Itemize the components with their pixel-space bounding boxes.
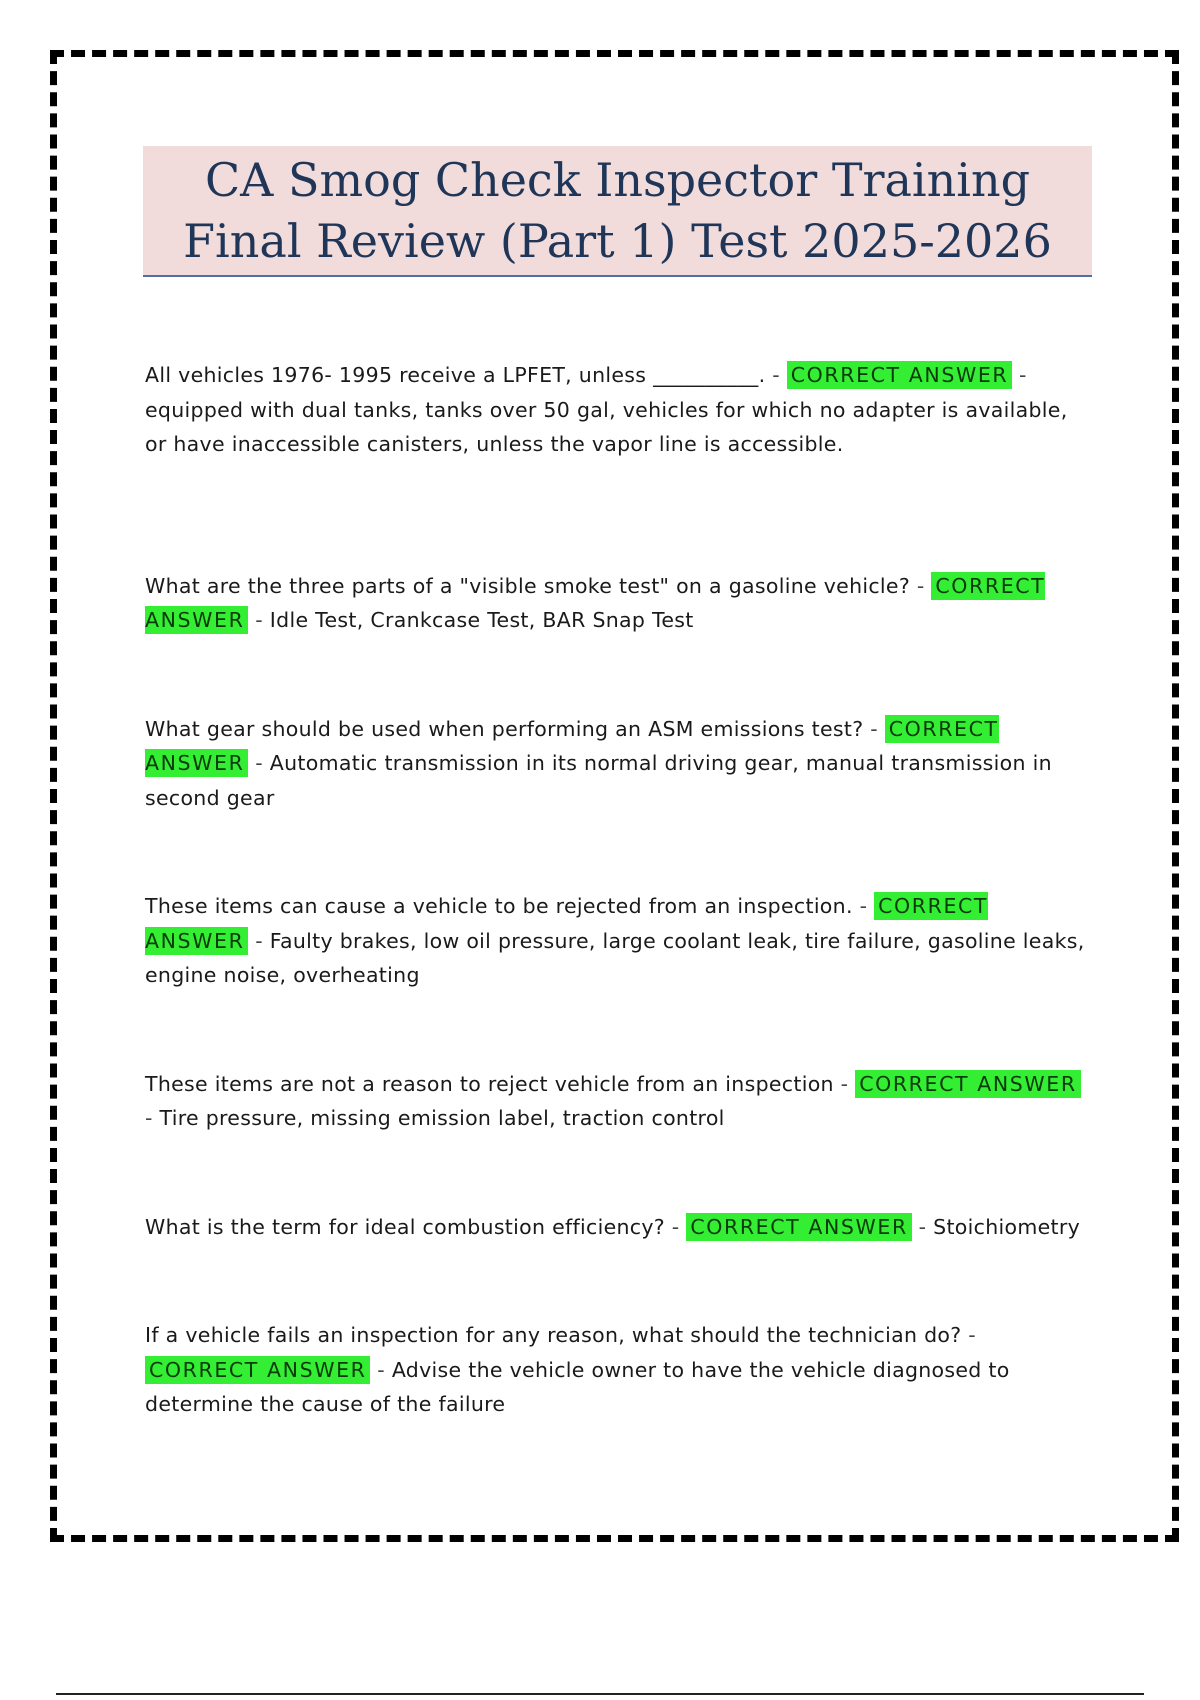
answer-text: Advise the vehicle owner to have the vehicle diagnosed to determine the cause of the failure (145, 1357, 1010, 1416)
qa-item: These items are not a reason to reject vehicle from an inspection - CORRECT ANSWER - Tire pressure, missing emission label, traction control (145, 1067, 1090, 1136)
question-text: If a vehicle fails an inspection for any reason, what should the technician do? (145, 1323, 962, 1347)
correct-answer-badge: CORRECT ANSWER (145, 1356, 370, 1384)
question-text: What are the three parts of a "visible smoke test" on a gasoline vehicle? (145, 573, 911, 598)
correct-answer-badge: CORRECT ANSWER (855, 1070, 1080, 1098)
title-banner (143, 146, 1092, 277)
question-text: These items can cause a vehicle to be rejected from an inspection. (145, 894, 853, 918)
qa-item: What is the term for ideal combustion efficiency? - CORRECT ANSWER - Stoichiometry (145, 1214, 1081, 1239)
qa-list (145, 358, 1090, 1422)
footer-rule (56, 1693, 1144, 1695)
qa-item: What gear should be used when performing an ASM emissions test? - CORRECT ANSWER - Automatic transmission in its normal driving gear, manual transmission in second gear (145, 716, 1052, 810)
qa-item: All vehicles 1976- 1995 receive a LPFET, unless __________. - CORRECT ANSWER - equipped with dual tanks, tanks over 50 gal, vehicles for which no adapter is available, or have inaccessible canisters, unless the vapor line is accessible. (145, 363, 1068, 456)
qa-item: These items can cause a vehicle to be rejected from an inspection. - CORRECT ANSWER - Faulty brakes, low oil pressure, large coolant leak, tire failure, gasoline leaks, engine noise, overheating (145, 894, 1085, 987)
correct-answer-badge: CORRECT ANSWER (787, 361, 1012, 389)
answer-text: Idle Test, Crankcase Test, BAR Snap Test (269, 608, 694, 632)
answer-text: Tire pressure, missing emission label, traction control (159, 1106, 725, 1130)
qa-item: What are the three parts of a "visible smoke test" on a gasoline vehicle? - CORRECT ANSWER - Idle Test, Crankcase Test, BAR Snap Test (145, 573, 1046, 632)
correct-answer-badge: CORRECT ANSWER (145, 573, 1046, 632)
question-text: What is the term for ideal combustion efficiency? (145, 1214, 665, 1239)
answer-text: Faulty brakes, low oil pressure, large coolant leak, tire failure, gasoline leaks, engine noise, overheating (145, 928, 1085, 987)
question-text: These items are not a reason to reject vehicle from an inspection (145, 1071, 834, 1096)
question-text: What gear should be used when performing an ASM emissions test? (145, 716, 864, 741)
qa-item: If a vehicle fails an inspection for any reason, what should the technician do? - CORRECT ANSWER - Advise the vehicle owner to have the vehicle diagnosed to determine the cause of the failure (145, 1323, 1010, 1416)
answer-text: Automatic transmission in its normal driving gear, manual transmission in second gear (145, 751, 1052, 810)
correct-answer-badge: CORRECT ANSWER (145, 894, 989, 953)
correct-answer-badge: CORRECT ANSWER (145, 716, 999, 775)
correct-answer-badge: CORRECT ANSWER (686, 1213, 911, 1241)
question-text: All vehicles 1976- 1995 receive a LPFET, unless __________. (145, 363, 766, 387)
document-title: CA Smog Check Inspector Training Final Review (Part 1) Test 2025-2026 (183, 152, 1052, 268)
answer-text: Stoichiometry (933, 1214, 1081, 1239)
answer-text: equipped with dual tanks, tanks over 50 gal, vehicles for which no adapter is available, or have inaccessible canisters, unless the vapor line is accessible. (145, 397, 1068, 456)
